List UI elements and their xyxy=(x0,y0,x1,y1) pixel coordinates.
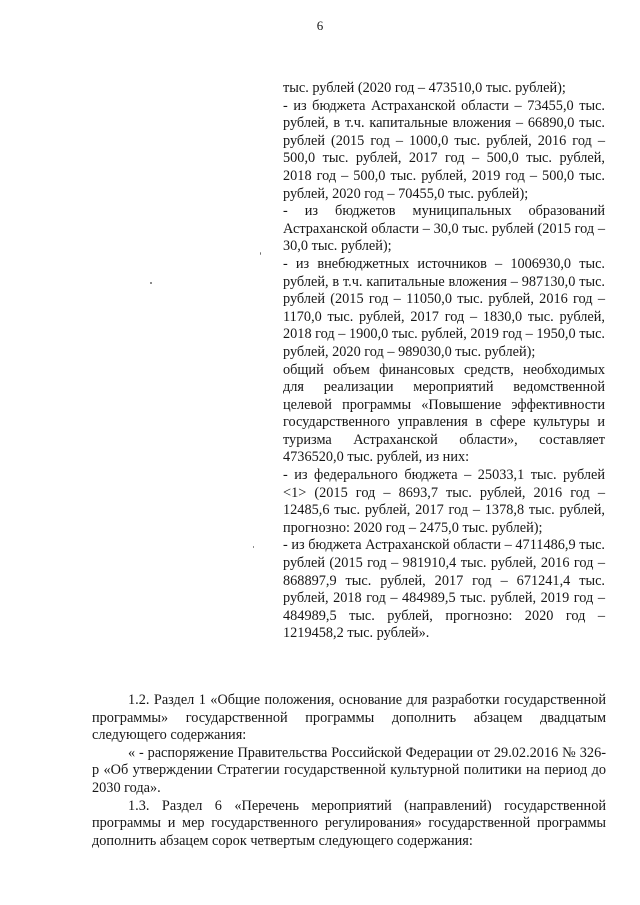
amendment-1-3: 1.3. Раздел 6 «Перечень мероприятий (направлений) государственной программы и мер государственного регулирования» государственной программы дополнить абзацем сорок четвертым следующего содержания: xyxy=(92,797,606,849)
scan-speck xyxy=(260,252,261,255)
page-number: 6 xyxy=(316,18,324,33)
amendment-1-2: 1.2. Раздел 1 «Общие положения, основание для разработки государственной программы» государственной программы дополнить абзацем двадцатым следующего содержания: xyxy=(92,692,606,744)
scan-speck xyxy=(150,282,152,284)
amendment-1-2-quote: « - распоряжение Правительства Российской Федерации от 29.02.2016 № 326-р «Об утверждении Стратегии государственной культурной политики на период до 2030 года». xyxy=(92,744,606,796)
funding-paragraph: - из внебюджетных источников – 1006930,0 тыс. рублей, в т.ч. капитальные вложения – 987130,0 тыс. рублей (2015 год – 11050,0 тыс. рублей, 2016 год – 1170,0 тыс. рублей, 2017 год – 1830,0 тыс. рублей, 2018 год – 1900,0 тыс. рублей, 2019 год – 1950,0 тыс. рублей, 2020 год – 989030,0 тыс. рублей); xyxy=(283,255,605,360)
funding-paragraph: тыс. рублей (2020 год – 473510,0 тыс. рублей); xyxy=(283,80,566,96)
funding-paragraph: - из федерального бюджета – 25033,1 тыс. рублей <1> (2015 год – 8693,7 тыс. рублей, 2016 год – 12485,6 тыс. рублей, 2017 год – 1378,8 тыс. рублей, прогнозно: 2020 год – 2475,0 тыс. рублей); xyxy=(283,467,605,536)
funding-paragraph: - из бюджетов муниципальных образований Астраханской области – 30,0 тыс. рублей (2015 год – 30,0 тыс. рублей); xyxy=(283,203,605,255)
amendments-body xyxy=(92,692,606,850)
funding-column xyxy=(283,80,605,643)
funding-paragraph: - из бюджета Астраханской области – 73455,0 тыс. рублей, в т.ч. капитальные вложения – 66890,0 тыс. рублей (2015 год – 1000,0 тыс. рублей, 2016 год – 500,0 тыс. рублей, 2017 год – 500,0 тыс. рублей, 2018 год – 500,0 тыс. рублей, 2019 год – 500,0 тыс. рублей, 2020 год – 70455,0 тыс. рублей); xyxy=(283,97,605,202)
funding-paragraph: общий объем финансовых средств, необходимых для реализации мероприятий ведомственной целевой программы «Повышение эффективности государственного управления в сфере культуры и туризма Астраханской области», составляет 4736520,0 тыс. рублей, из них: xyxy=(283,361,605,466)
scan-speck xyxy=(253,546,254,548)
funding-paragraph: - из бюджета Астраханской области – 4711486,9 тыс. рублей (2015 год – 981910,4 тыс. рублей, 2016 год – 868897,9 тыс. рублей, 2017 год – 671241,4 тыс. рублей, 2018 год – 484989,5 тыс. рублей, 2019 год – 484989,5 тыс. рублей, прогнозно: 2020 год – 1219458,2 тыс. рублей». xyxy=(283,537,605,642)
